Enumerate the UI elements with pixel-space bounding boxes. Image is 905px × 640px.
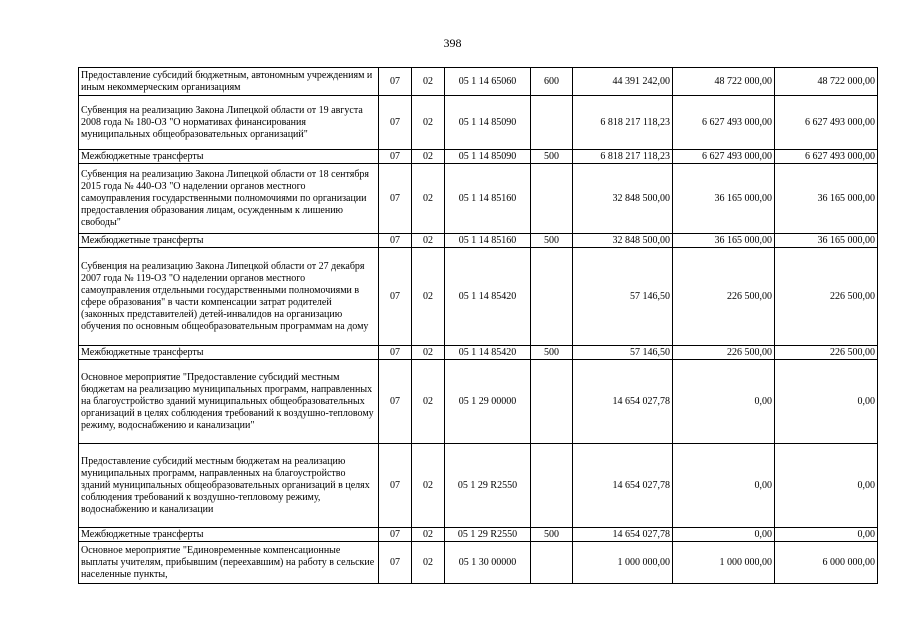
target-article-code: 05 1 29 00000 bbox=[445, 360, 531, 444]
section-code: 07 bbox=[379, 542, 412, 584]
amount-year-3: 6 627 493 000,00 bbox=[775, 150, 878, 164]
section-code: 07 bbox=[379, 234, 412, 248]
amount-year-2: 6 627 493 000,00 bbox=[673, 96, 775, 150]
subsection-code: 02 bbox=[412, 234, 445, 248]
amount-year-3: 48 722 000,00 bbox=[775, 68, 878, 96]
expense-type-code: 500 bbox=[531, 346, 573, 360]
section-code: 07 bbox=[379, 164, 412, 234]
amount-year-2: 48 722 000,00 bbox=[673, 68, 775, 96]
amount-year-3: 36 165 000,00 bbox=[775, 234, 878, 248]
table-row bbox=[79, 542, 878, 584]
expense-type-code bbox=[531, 248, 573, 346]
target-article-code: 05 1 14 85420 bbox=[445, 346, 531, 360]
row-description: Межбюджетные трансферты bbox=[79, 150, 379, 164]
amount-year-2: 0,00 bbox=[673, 528, 775, 542]
target-article-code: 05 1 14 85160 bbox=[445, 164, 531, 234]
amount-year-2: 36 165 000,00 bbox=[673, 234, 775, 248]
subsection-code: 02 bbox=[412, 150, 445, 164]
section-code: 07 bbox=[379, 248, 412, 346]
expense-type-code: 500 bbox=[531, 234, 573, 248]
budget-table bbox=[78, 67, 878, 584]
amount-year-2: 36 165 000,00 bbox=[673, 164, 775, 234]
section-code: 07 bbox=[379, 150, 412, 164]
table-row bbox=[79, 444, 878, 528]
target-article-code: 05 1 14 85090 bbox=[445, 150, 531, 164]
row-description: Основное мероприятие "Единовременные компенсационные выплаты учителям, прибывшим (переехавшим) на работу в сельские населенные пункты, bbox=[79, 542, 379, 584]
subsection-code: 02 bbox=[412, 248, 445, 346]
amount-year-2: 0,00 bbox=[673, 360, 775, 444]
row-description: Предоставление субсидий бюджетным, автономным учреждениям и иным некоммерческим организациям bbox=[79, 68, 379, 96]
page-number: 398 bbox=[443, 36, 462, 50]
section-code: 07 bbox=[379, 444, 412, 528]
target-article-code: 05 1 14 85420 bbox=[445, 248, 531, 346]
amount-year-1: 57 146,50 bbox=[573, 346, 673, 360]
target-article-code: 05 1 14 85090 bbox=[445, 96, 531, 150]
amount-year-1: 14 654 027,78 bbox=[573, 360, 673, 444]
amount-year-2: 6 627 493 000,00 bbox=[673, 150, 775, 164]
amount-year-1: 14 654 027,78 bbox=[573, 444, 673, 528]
row-description: Межбюджетные трансферты bbox=[79, 234, 379, 248]
row-description: Межбюджетные трансферты bbox=[79, 346, 379, 360]
expense-type-code: 500 bbox=[531, 150, 573, 164]
expense-type-code bbox=[531, 164, 573, 234]
table-row bbox=[79, 68, 878, 96]
expense-type-code: 500 bbox=[531, 528, 573, 542]
row-description: Субвенция на реализацию Закона Липецкой области от 19 августа 2008 года № 180-ОЗ "О нормативах финансирования муниципальных общеобразовательных организаций" bbox=[79, 96, 379, 150]
amount-year-3: 226 500,00 bbox=[775, 346, 878, 360]
row-description: Субвенция на реализацию Закона Липецкой области от 27 декабря 2007 года № 119-ОЗ "О наделении органов местного самоуправления отдельными государственными полномочиями в сфере образования" в части компенсации затрат родителей (законных представителей) детей-инвалидов на организацию обучения по основным общеобразовательным программам на дому bbox=[79, 248, 379, 346]
amount-year-3: 6 000 000,00 bbox=[775, 542, 878, 584]
table-row bbox=[79, 150, 878, 164]
expense-type-code bbox=[531, 542, 573, 584]
amount-year-1: 57 146,50 bbox=[573, 248, 673, 346]
table-row bbox=[79, 96, 878, 150]
subsection-code: 02 bbox=[412, 528, 445, 542]
target-article-code: 05 1 30 00000 bbox=[445, 542, 531, 584]
amount-year-2: 1 000 000,00 bbox=[673, 542, 775, 584]
table-row bbox=[79, 248, 878, 346]
amount-year-1: 14 654 027,78 bbox=[573, 528, 673, 542]
amount-year-2: 226 500,00 bbox=[673, 248, 775, 346]
row-description: Межбюджетные трансферты bbox=[79, 528, 379, 542]
table-row bbox=[79, 346, 878, 360]
expense-type-code bbox=[531, 360, 573, 444]
subsection-code: 02 bbox=[412, 444, 445, 528]
section-code: 07 bbox=[379, 528, 412, 542]
expense-type-code: 600 bbox=[531, 68, 573, 96]
amount-year-1: 44 391 242,00 bbox=[573, 68, 673, 96]
section-code: 07 bbox=[379, 96, 412, 150]
expense-type-code bbox=[531, 96, 573, 150]
amount-year-3: 0,00 bbox=[775, 444, 878, 528]
amount-year-3: 6 627 493 000,00 bbox=[775, 96, 878, 150]
table-row bbox=[79, 528, 878, 542]
amount-year-1: 32 848 500,00 bbox=[573, 164, 673, 234]
amount-year-1: 6 818 217 118,23 bbox=[573, 96, 673, 150]
row-description: Предоставление субсидий местным бюджетам на реализацию муниципальных программ, направленных на благоустройство зданий муниципальных общеобразовательных организаций в целях соблюдения требований к воздушно-тепловому режиму, водоснабжению и канализации bbox=[79, 444, 379, 528]
subsection-code: 02 bbox=[412, 164, 445, 234]
amount-year-1: 6 818 217 118,23 bbox=[573, 150, 673, 164]
subsection-code: 02 bbox=[412, 96, 445, 150]
amount-year-2: 226 500,00 bbox=[673, 346, 775, 360]
amount-year-1: 32 848 500,00 bbox=[573, 234, 673, 248]
section-code: 07 bbox=[379, 346, 412, 360]
target-article-code: 05 1 14 85160 bbox=[445, 234, 531, 248]
amount-year-1: 1 000 000,00 bbox=[573, 542, 673, 584]
row-description: Основное мероприятие "Предоставление субсидий местным бюджетам на реализацию муниципальных программ, направленных на благоустройство зданий муниципальных общеобразовательных организаций в целях соблюдения требований к воздушно-тепловому режиму, водоснабжению и канализации" bbox=[79, 360, 379, 444]
table-row bbox=[79, 164, 878, 234]
section-code: 07 bbox=[379, 68, 412, 96]
table-body bbox=[79, 68, 878, 584]
subsection-code: 02 bbox=[412, 68, 445, 96]
amount-year-3: 0,00 bbox=[775, 528, 878, 542]
target-article-code: 05 1 29 R2550 bbox=[445, 528, 531, 542]
target-article-code: 05 1 14 65060 bbox=[445, 68, 531, 96]
row-description: Субвенция на реализацию Закона Липецкой области от 18 сентября 2015 года № 440-ОЗ "О наделении органов местного самоуправления государственными полномочиями по организации предоставления образования лицам, осужденным к лишению свободы" bbox=[79, 164, 379, 234]
section-code: 07 bbox=[379, 360, 412, 444]
subsection-code: 02 bbox=[412, 346, 445, 360]
amount-year-3: 226 500,00 bbox=[775, 248, 878, 346]
amount-year-2: 0,00 bbox=[673, 444, 775, 528]
amount-year-3: 36 165 000,00 bbox=[775, 164, 878, 234]
table-row bbox=[79, 360, 878, 444]
subsection-code: 02 bbox=[412, 360, 445, 444]
amount-year-3: 0,00 bbox=[775, 360, 878, 444]
target-article-code: 05 1 29 R2550 bbox=[445, 444, 531, 528]
table-row bbox=[79, 234, 878, 248]
subsection-code: 02 bbox=[412, 542, 445, 584]
expense-type-code bbox=[531, 444, 573, 528]
